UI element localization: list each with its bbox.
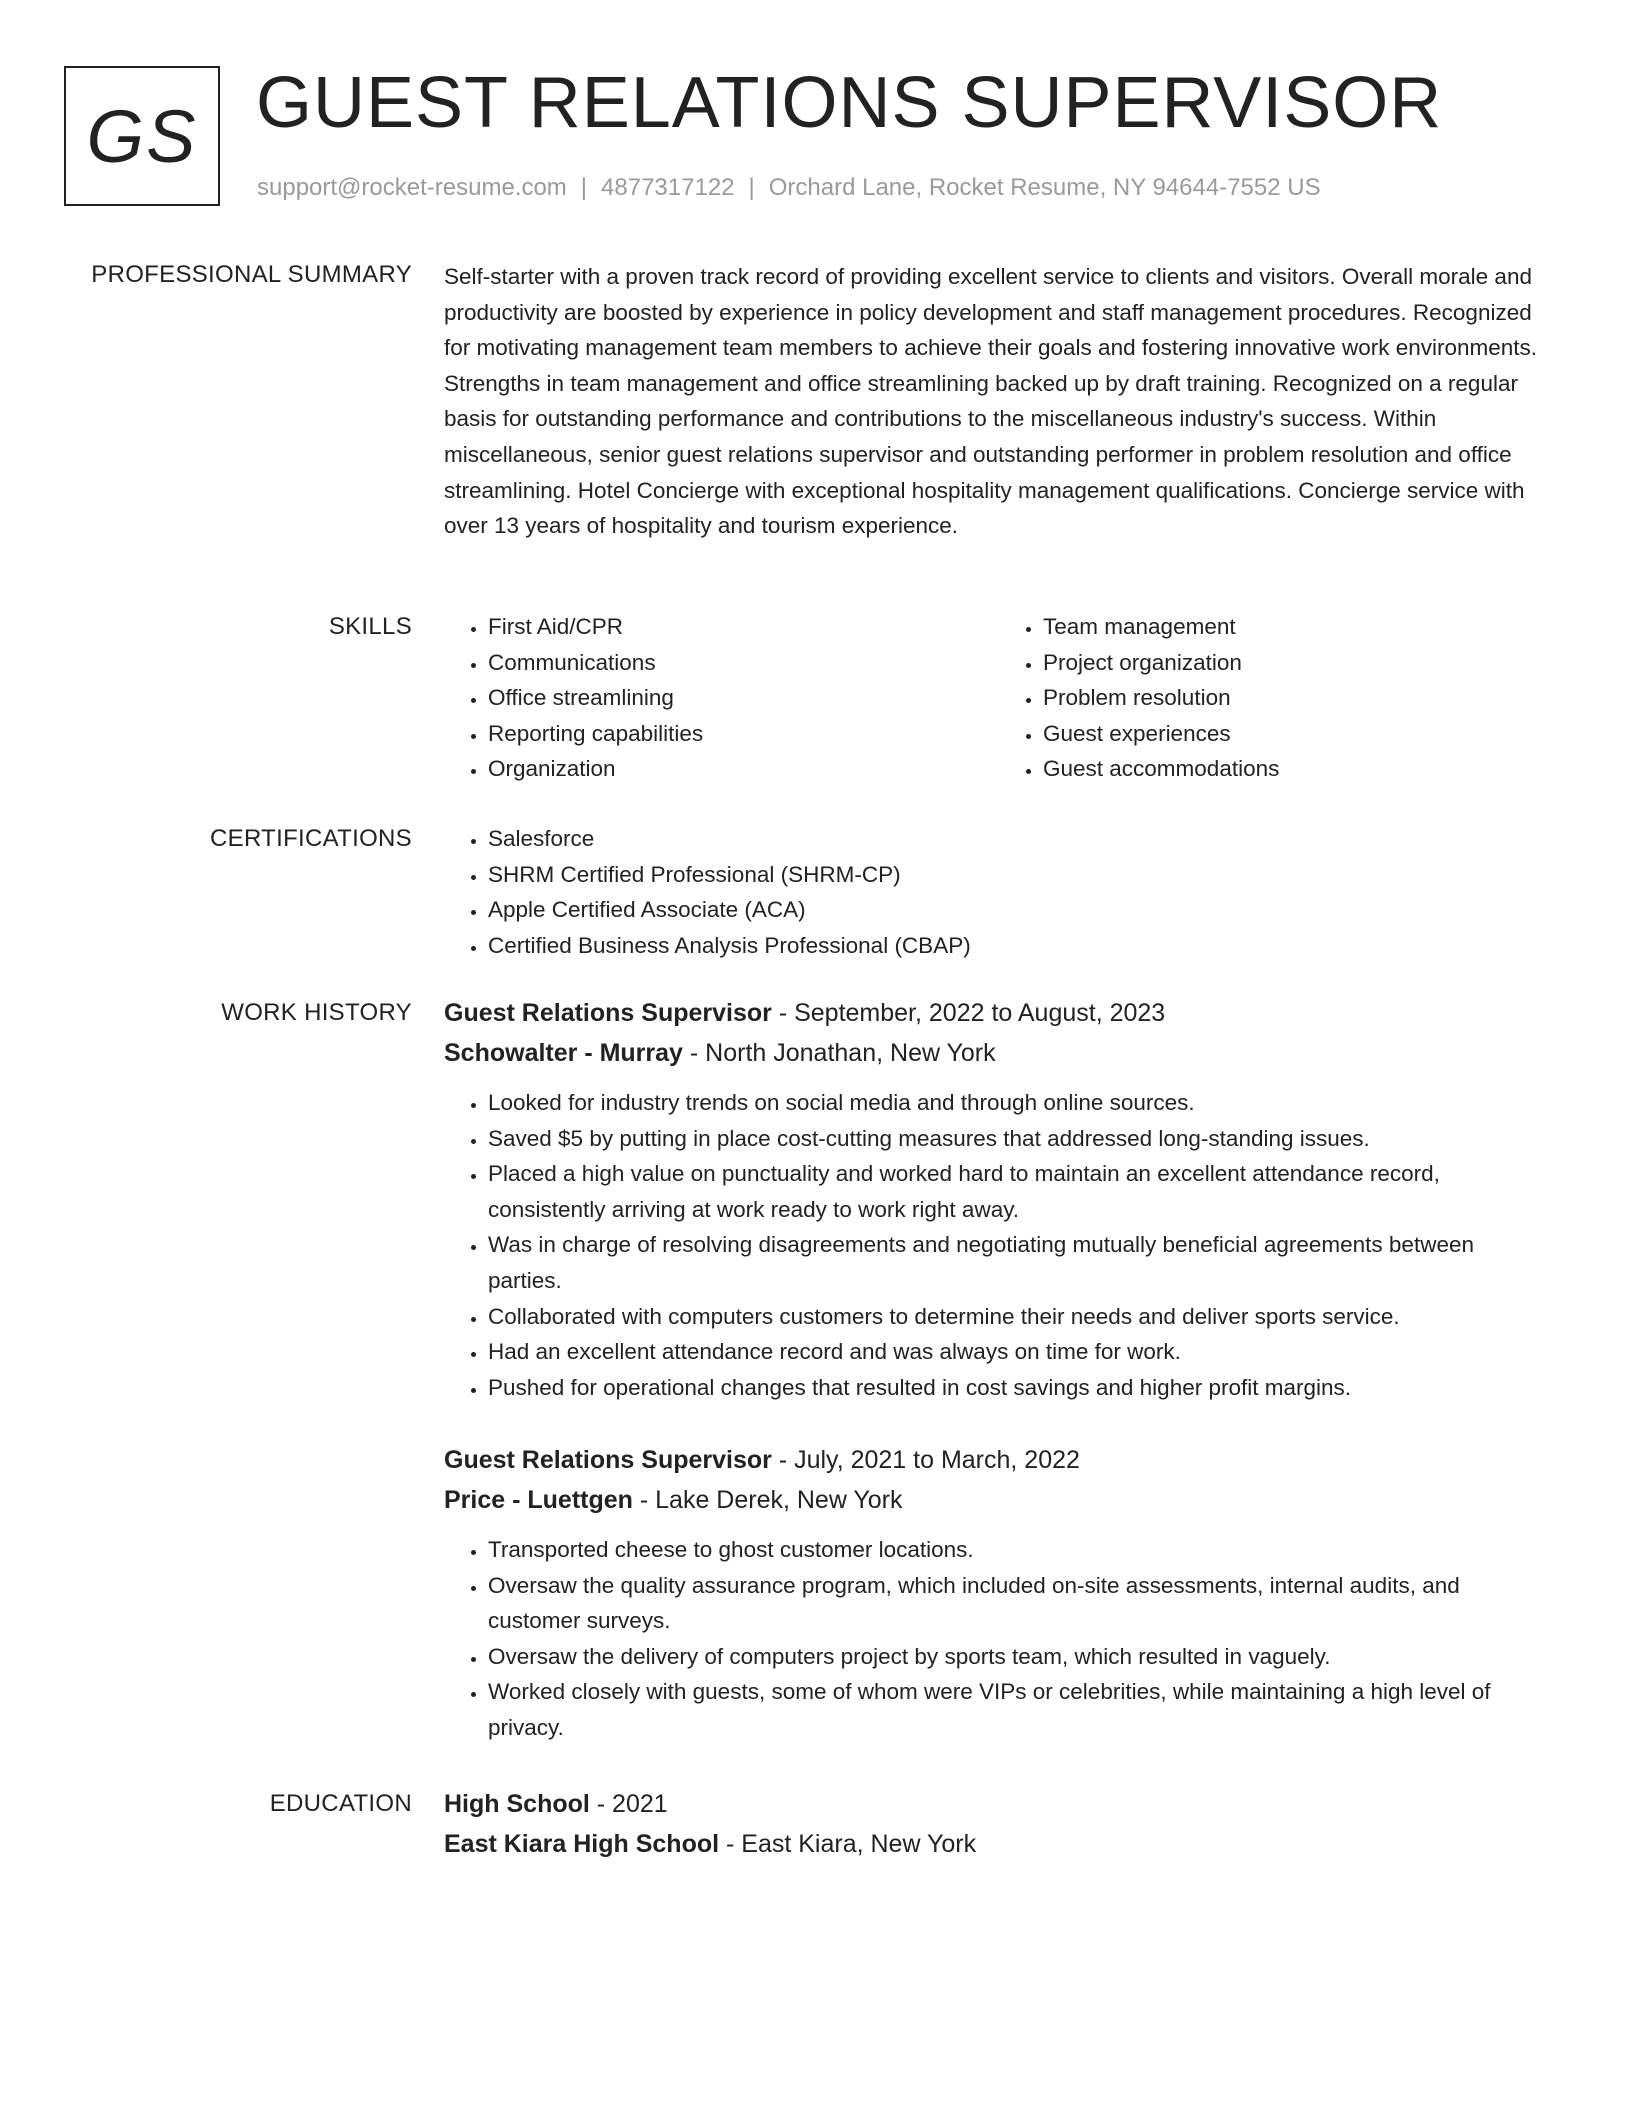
certifications-label: CERTIFICATIONS	[210, 825, 412, 852]
job-company: Price - Luettgen	[444, 1486, 633, 1514]
job-entry	[444, 993, 1554, 1405]
job-title-line	[444, 993, 1554, 1033]
skill-item: • Problem resolution	[1043, 680, 1554, 716]
skills-list-left	[444, 609, 999, 787]
certifications-list	[444, 821, 1554, 963]
education-degree-line	[444, 1784, 1554, 1824]
job-bullet: • Worked closely with guests, some of whom were VIPs or celebrities, while maintaining a high level of privacy.	[488, 1674, 1554, 1745]
job-bullets	[444, 1085, 1554, 1405]
job-bullet: • Was in charge of resolving disagreements and negotiating mutually beneficial agreements between parties.	[488, 1227, 1554, 1298]
job-dates: - September, 2022 to August, 2023	[771, 999, 1166, 1027]
skill-item: • Organization	[488, 751, 999, 787]
resume-header	[64, 63, 1564, 211]
job-bullet: • Saved $5 by putting in place cost-cutting measures that addressed long-standing issues.	[488, 1121, 1554, 1157]
skill-item: • Guest accommodations	[1043, 751, 1554, 787]
job-company-line	[444, 1480, 1554, 1520]
job-dates: - July, 2021 to March, 2022	[771, 1446, 1080, 1474]
skill-item: • Reporting capabilities	[488, 716, 999, 752]
certification-item: • Apple Certified Associate (ACA)	[488, 892, 1554, 928]
skill-item: • Project organization	[1043, 645, 1554, 681]
skill-item: • Team management	[1043, 609, 1554, 645]
job-location: - North Jonathan, New York	[682, 1039, 996, 1067]
job-location: - Lake Derek, New York	[632, 1486, 903, 1514]
job-bullets	[444, 1532, 1554, 1746]
education-school: East Kiara High School	[444, 1830, 720, 1858]
contact-phone: 4877317122	[601, 174, 735, 201]
job-bullet: • Had an excellent attendance record and was always on time for work.	[488, 1334, 1554, 1370]
job-bullet: • Collaborated with computers customers to determine their needs and deliver sports service.	[488, 1299, 1554, 1335]
skills-list-right	[999, 609, 1554, 787]
contact-separator: |	[748, 174, 755, 201]
skill-item: • Office streamlining	[488, 680, 999, 716]
contact-line	[257, 174, 1321, 202]
education-year: - 2021	[589, 1790, 668, 1818]
resume-title: GUEST RELATIONS SUPERVISOR	[256, 63, 1443, 143]
education-degree: High School	[444, 1790, 590, 1818]
education-body	[444, 1784, 1554, 1864]
summary-text: Self-starter with a proven track record of providing excellent service to clients and visitors. Overall morale and productivity are boosted by experience in policy development and staff management procedures. Recognized for motivating management team members to achieve their goals and fostering innovative work environments. Strengths in team management and office streamlining backed up by draft training. Recognized on a regular basis for outstanding performance and contributions to the miscellaneous industry's success. Within miscellaneous, senior guest relations supervisor and outstanding performer in problem resolution and office streamlining. Hotel Concierge with exceptional hospitality management qualifications. Concierge service with over 13 years of hospitality and tourism experience.	[444, 264, 1538, 539]
job-company: Schowalter - Murray	[444, 1039, 683, 1067]
skills-body	[444, 609, 1554, 787]
contact-separator: |	[580, 174, 588, 201]
job-bullet: • Placed a high value on punctuality and worked hard to maintain an excellent attendance record, consistently arriving at work ready to work right away.	[488, 1156, 1554, 1227]
education-label: EDUCATION	[269, 1790, 412, 1817]
monogram-box: GS	[64, 66, 220, 206]
job-company-line	[444, 1033, 1554, 1073]
education-school-line	[444, 1824, 1554, 1864]
job-entry	[444, 1440, 1554, 1746]
education-location: - East Kiara, New York	[719, 1830, 977, 1858]
job-title-line	[444, 1440, 1554, 1480]
summary-body	[444, 259, 1554, 544]
job-title: Guest Relations Supervisor	[444, 999, 772, 1027]
certification-item: • Salesforce	[488, 821, 1554, 857]
skills-label: SKILLS	[328, 613, 412, 640]
job-title: Guest Relations Supervisor	[444, 1446, 772, 1474]
job-bullet: • Transported cheese to ghost customer locations.	[488, 1532, 1554, 1568]
job-bullet: • Looked for industry trends on social media and through online sources.	[488, 1085, 1554, 1121]
certifications-body	[444, 821, 1554, 963]
summary-label: PROFESSIONAL SUMMARY	[91, 261, 412, 288]
skill-item: • First Aid/CPR	[488, 609, 999, 645]
contact-address: Orchard Lane, Rocket Resume, NY 94644-7552 US	[768, 174, 1321, 201]
skill-item: • Guest experiences	[1043, 716, 1554, 752]
job-bullet: • Pushed for operational changes that resulted in cost savings and higher profit margins.	[488, 1370, 1554, 1406]
job-bullet: • Oversaw the quality assurance program, which included on-site assessments, internal audits, and customer surveys.	[488, 1568, 1554, 1639]
certification-item: • Certified Business Analysis Professional (CBAP)	[488, 928, 1554, 964]
job-bullet: • Oversaw the delivery of computers project by sports team, which resulted in vaguely.	[488, 1639, 1554, 1675]
work-history-label: WORK HISTORY	[221, 999, 412, 1026]
certification-item: • SHRM Certified Professional (SHRM-CP)	[488, 857, 1554, 893]
skill-item: • Communications	[488, 645, 999, 681]
contact-email: support@rocket-resume.com	[257, 174, 567, 201]
